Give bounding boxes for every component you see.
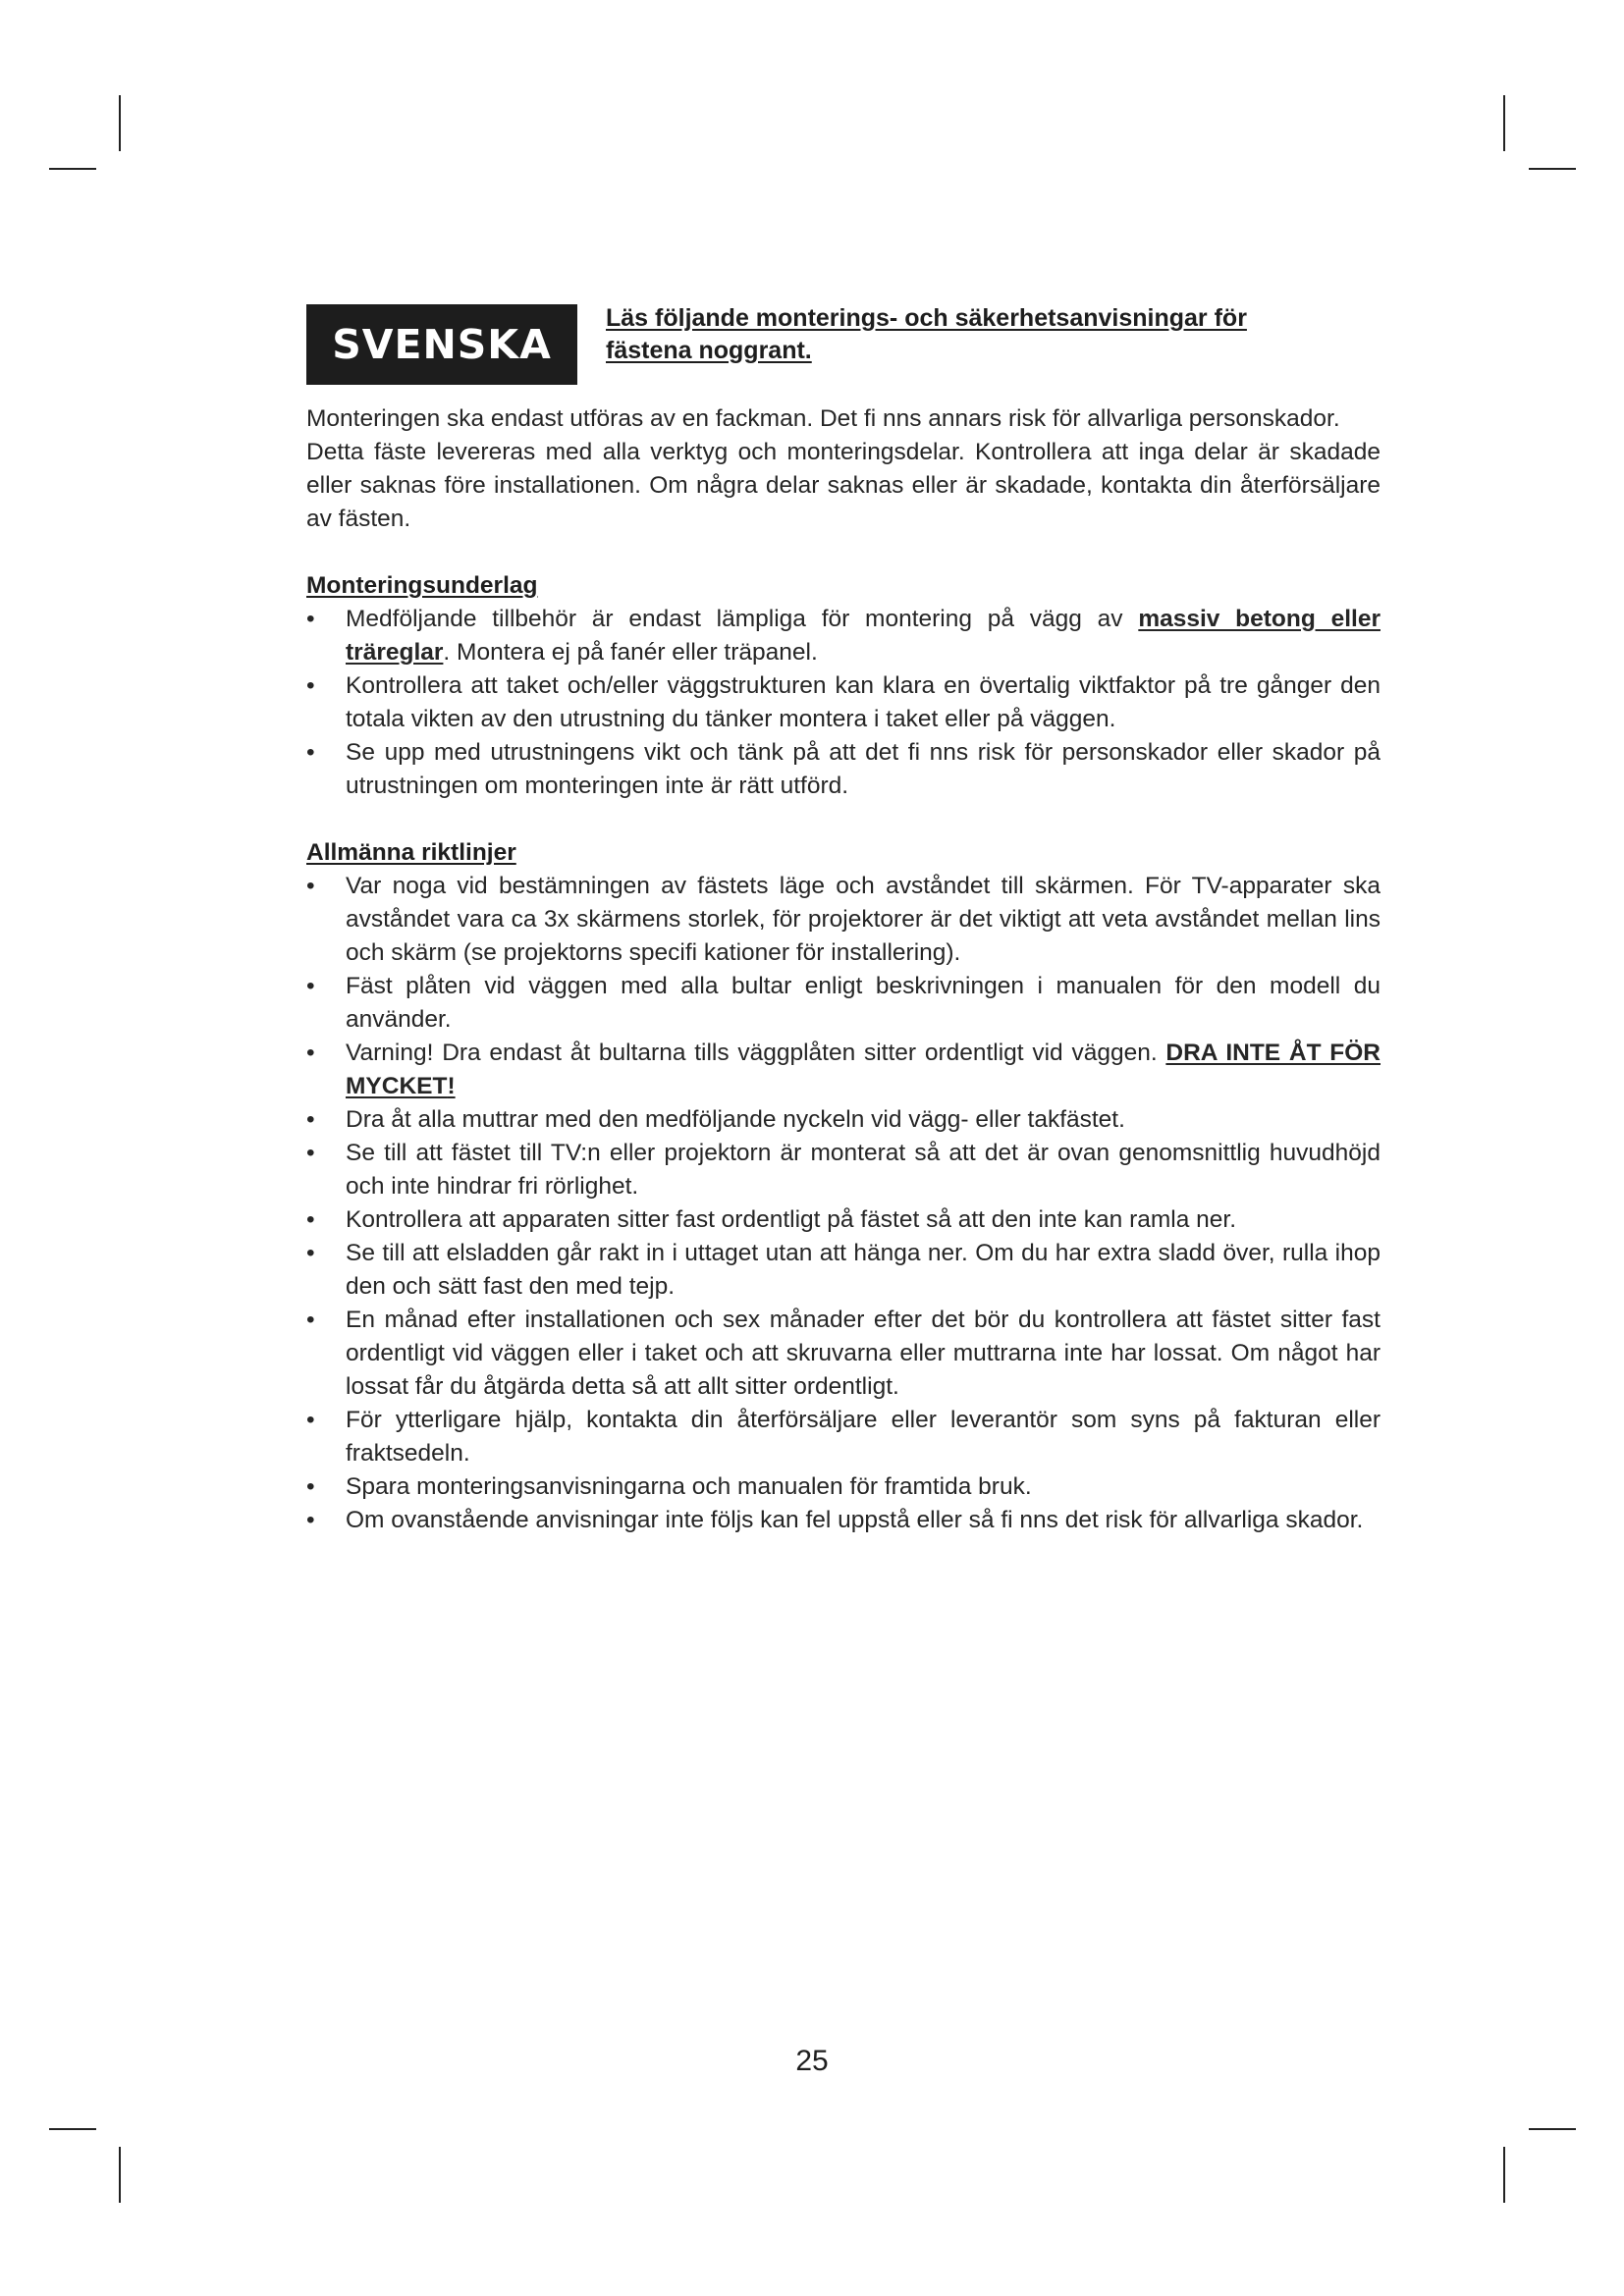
list-item bbox=[306, 1037, 1380, 1103]
crop-mark bbox=[119, 95, 121, 151]
list-item bbox=[306, 669, 1380, 736]
list-item-text: Medföljande tillbehör är endast lämpliga för montering på vägg av bbox=[346, 606, 1139, 632]
document-body bbox=[306, 402, 1380, 1537]
list-item bbox=[306, 736, 1380, 803]
list-item bbox=[306, 1137, 1380, 1203]
list-item-text: Spara monteringsanvisningarna och manualen för framtida bruk. bbox=[346, 1473, 1032, 1500]
bullet-icon: • bbox=[306, 1407, 315, 1433]
list-item bbox=[306, 1203, 1380, 1237]
crop-mark bbox=[119, 2147, 121, 2203]
list-item-text: Kontrollera att apparaten sitter fast ordentligt på fästet så att den inte kan ramla ner. bbox=[346, 1206, 1237, 1233]
list-item-text: Se till att elsladden går rakt in i uttaget utan att hänga ner. Om du har extra sladd över, rulla ihop den och sätt fast den med tejp. bbox=[346, 1240, 1380, 1300]
emphasis-text: DRA INTE ÅT FÖR MYCKET bbox=[346, 1040, 1381, 1099]
crop-mark bbox=[49, 2128, 96, 2130]
list-item-text: För ytterligare hjälp, kontakta din återförsäljare eller leverantör som syns på fakturan eller fraktsedeln. bbox=[346, 1407, 1380, 1467]
list-item bbox=[306, 1237, 1380, 1304]
list-item-text: Dra åt alla muttrar med den medföljande nyckeln vid vägg- eller takfästet. bbox=[346, 1106, 1125, 1133]
intro-heading-text: Läs följande monterings- och säkerhetsanvisningar för fästena noggrant. bbox=[606, 304, 1247, 364]
bullet-icon: • bbox=[306, 1507, 315, 1533]
bullet-list bbox=[306, 870, 1380, 1537]
bullet-icon: • bbox=[306, 739, 315, 766]
section-title: Allmänna riktlinjer bbox=[306, 839, 516, 866]
emphasis-text: ! bbox=[447, 1073, 456, 1099]
list-item bbox=[306, 1304, 1380, 1404]
crop-mark bbox=[1529, 168, 1576, 170]
list-item-text: Varning! Dra endast åt bultarna tills väggplåten sitter ordentligt vid väggen. bbox=[346, 1040, 1166, 1066]
crop-mark bbox=[1503, 2147, 1505, 2203]
bullet-icon: • bbox=[306, 1240, 315, 1266]
intro-heading bbox=[606, 302, 1332, 367]
crop-mark bbox=[49, 168, 96, 170]
bullet-icon: • bbox=[306, 1140, 315, 1166]
list-item bbox=[306, 1103, 1380, 1137]
list-item-text: Om ovanstående anvisningar inte följs kan fel uppstå eller så fi nns det risk för allvarliga skador. bbox=[346, 1507, 1364, 1533]
emphasis-text: massiv betong eller träreglar bbox=[346, 606, 1380, 666]
bullet-icon: • bbox=[306, 606, 315, 632]
bullet-icon: • bbox=[306, 1473, 315, 1500]
list-item bbox=[306, 1404, 1380, 1470]
crop-mark bbox=[1529, 2128, 1576, 2130]
section-monteringsunderlag bbox=[306, 569, 1380, 803]
list-item bbox=[306, 1470, 1380, 1504]
list-item-text: En månad efter installationen och sex månader efter det bör du kontrollera att fästet sitter fast ordentligt vid väggen eller i taket och att skruvarna eller muttrarna inte har lossat. Om något har lossat får du åtgärda detta så att allt sitter ordentligt. bbox=[346, 1307, 1380, 1400]
list-item-text: Fäst plåten vid väggen med alla bultar enligt beskrivningen i manualen för den modell du använder. bbox=[346, 973, 1380, 1033]
list-item-text: . Montera ej på fanér eller träpanel. bbox=[443, 639, 818, 666]
intro-paragraph: Monteringen ska endast utföras av en fackman. Det fi nns annars risk för allvarliga personskador. bbox=[306, 405, 1340, 432]
section-allmanna-riktlinjer bbox=[306, 836, 1380, 1537]
language-badge: SVENSKA bbox=[306, 304, 577, 385]
list-item-text: Kontrollera att taket och/eller väggstrukturen kan klara en övertalig viktfaktor på tre gånger den totala vikten av den utrustning du tänker montera i taket eller på väggen. bbox=[346, 672, 1380, 732]
list-item bbox=[306, 603, 1380, 669]
bullet-icon: • bbox=[306, 973, 315, 999]
bullet-icon: • bbox=[306, 672, 315, 699]
list-item-text: Se till att fästet till TV:n eller projektorn är monterat så att det är ovan genomsnittlig huvudhöjd och inte hindrar fri rörlighet. bbox=[346, 1140, 1380, 1200]
bullet-icon: • bbox=[306, 1106, 315, 1133]
bullet-list bbox=[306, 603, 1380, 803]
list-item bbox=[306, 970, 1380, 1037]
bullet-icon: • bbox=[306, 1307, 315, 1333]
list-item-text: Var noga vid bestämningen av fästets läge och avståndet till skärmen. För TV-apparater ska avståndet vara ca 3x skärmens storlek, för projektorer är det viktigt att veta avståndet mellan lins och skärm (se projektorns specifi kationer för installering). bbox=[346, 873, 1380, 966]
section-title: Monteringsunderlag bbox=[306, 572, 538, 599]
list-item bbox=[306, 1504, 1380, 1537]
intro-paragraph: Detta fäste levereras med alla verktyg och monteringsdelar. Kontrollera att inga delar är skadade eller saknas före installationen. Om några delar saknas eller är skadade, kontakta din återförsäljare av fästen. bbox=[306, 439, 1380, 532]
list-item bbox=[306, 870, 1380, 970]
bullet-icon: • bbox=[306, 873, 315, 899]
page-number: 25 bbox=[795, 2045, 829, 2077]
bullet-icon: • bbox=[306, 1206, 315, 1233]
list-item-text: Se upp med utrustningens vikt och tänk på att det fi nns risk för personskador eller skador på utrustningen om monteringen inte är rätt utförd. bbox=[346, 739, 1380, 799]
bullet-icon: • bbox=[306, 1040, 315, 1066]
crop-mark bbox=[1503, 95, 1505, 151]
